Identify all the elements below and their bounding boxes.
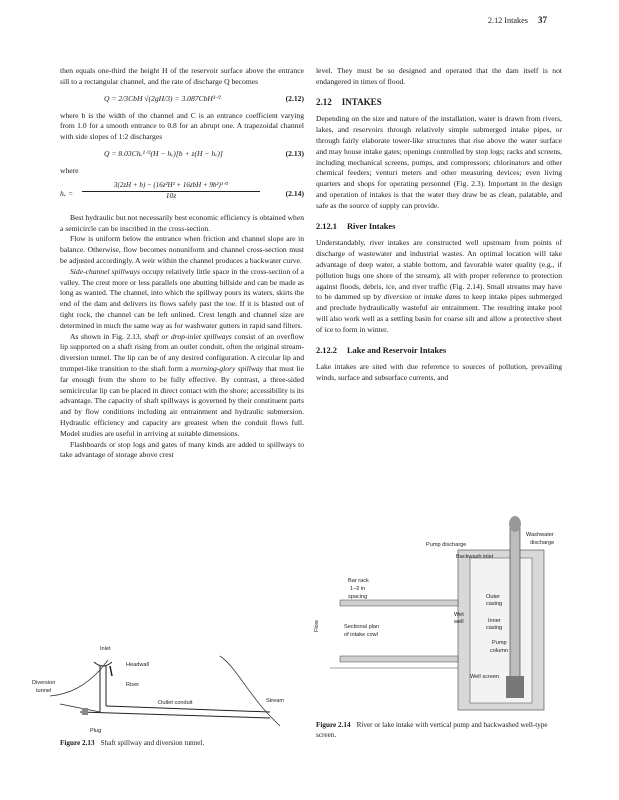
label-well: well [454,619,464,625]
page-number: 37 [538,15,547,25]
paragraph: Best hydraulic but not necessarily best economic efficiency is obtained when a semicircle can be inscribed in the cross-section. [60,212,304,233]
term: morning-glory spillway [191,363,264,373]
label-intake-cowl: of intake cowl [344,632,378,638]
equation-2-12 [60,91,304,108]
inlet-lip [94,662,112,666]
term: intake dams [423,292,461,302]
equation-number: (2.12) [285,93,304,103]
label-outer: Outer [486,594,500,600]
figure-2-14-caption: Figure 2.14 River or lake intake with vertical pump and backwashed well-type screen. [316,721,548,739]
plug [82,708,88,715]
paragraph: then equals one-third the height H of the reservoir surface above the entrance sill to a rectangular channel, and the rate of discharge Q becomes [60,66,304,86]
label-spacing-1: 1–2 in [350,586,366,592]
label-pump-discharge: Pump discharge [426,542,467,548]
figure-2-13-caption: Figure 2.13 Shaft spillway and diversion tunnel. [60,739,205,747]
paragraph: Flashboards or stop logs and gates of many kinds are added to spillways to take advantage of storage above crest [60,439,304,460]
label-headwall: Headwall [126,662,150,668]
equation-denominator: 10z [165,190,177,200]
label-inner-casing: casing [486,625,503,631]
equation-body: Q = 8.03Chᵥ¹ᐟ²(H − hᵥ)[b + z(H − hᵥ)] [104,148,223,158]
label-pump: Pump [492,640,507,646]
equation-number: (2.14) [285,188,304,198]
label-outer-casing: casing [486,601,503,607]
label-plug: Plug [90,728,102,734]
intake-pipe-lower [340,656,458,662]
term: diversion [383,292,412,302]
section-heading: 2.12 INTAKES [316,96,382,107]
pump-motor [509,516,521,532]
label-wet: Wet [454,612,464,618]
label-inlet: Inlet [100,646,111,652]
headwall [110,666,112,676]
equation-lhs: hᵥ = [60,188,73,198]
label-tunnel: tunnel [36,688,52,694]
paragraph: Understandably, river intakes are constructed well upstream from points of discharge of wastewater and industrial wastes. An optimal location will take advantage of deep water, a stable bottom, and favorable water quality (e.g., if pollution hugs one shore of the stream), all with proper reference to protection against floods, debris, ice, and river traffic (Fig. 2.14). Small streams may have to be dammed up by diversion or intake dams to keep intake pipes submerged and preclude hydraulically wasteful air entrainment. The resulting intake pool will also work well as a settling basin for coarse silt and allow a protective sheet of ice to form in winter. [316,238,562,334]
label-flow: Flow [314,620,320,632]
figure-2-13-shaft-spillway [30,636,320,736]
subsection-heading: 2.12.1 River Intakes [316,221,396,231]
paragraph: Side-channel spillways occupy relatively little space in the cross-section of a valley. The crest more or less parallels one abutting hillside and can be made as long as wanted. The channel, into which the spillway pours its waters, skirts the end of the dam and delivers its flows safely past the toe. If it is blasted out of tight rock, the channel can be left unlined. Crest length and channel size are determined in much the same way as for washwater gutters in rapid sand filters. [60,266,305,330]
label-riser: Riser [126,682,140,688]
paragraph: where b is the width of the channel and C is an entrance coefficient varying from 1.0 for a smooth entrance to 0.8 for an abrupt one. A trapezoidal channel with side slopes of 1:2 discharges [60,110,304,142]
outlet-conduit [80,706,270,718]
label-stream: Stream [266,698,285,704]
diversion-tunnel [60,704,100,712]
label-sectional-plan: Sectional plan [344,624,380,630]
label-diversion: Diversion [32,680,56,686]
label-inner: Inner [488,618,501,624]
header-section: 2.12 Intakes [487,16,528,25]
label-backwash-inlet: Backwash inlet [456,554,494,560]
ground-line-right [220,656,280,726]
equation-number: (2.13) [285,148,304,158]
term: Side-channel spillways [70,266,140,276]
riser [100,666,106,712]
paragraph: Flow is uniform below the entrance when friction and channel slope are in balance. Otherwise, flow becomes nonuniform and channel cross-section must be adjusted accordingly. A weir within the channel produces a backwater curve. [60,234,304,265]
equation-2-13 [60,146,304,163]
intake-pipe-upper [340,600,458,606]
label-outlet-conduit: Outlet conduit [158,700,193,706]
equation-numerator: 3(2zH + b) − (16z²H² + 16zbH + 9b²)¹ᐟ² [82,180,260,192]
paragraph: level. They must be so designed and operated that the dam itself is not endangered in times of flood. [316,66,562,86]
left-column [60,66,304,461]
subsection-heading: 2.12.2 Lake and Reservoir Intakes [316,345,447,355]
well-screen [506,676,524,698]
term: shaft or drop-inlet spillways [144,331,232,341]
label-column: column [490,648,509,654]
pump-column [510,528,520,688]
label-well-screen: Well screen [470,674,500,680]
paragraph: Lake intakes are sited with due reference to sources of pollution, prevailing winds, surface and subsurface currents, and [316,362,562,383]
label-discharge: discharge [530,540,555,546]
paragraph: Depending on the size and nature of the installation, water is drawn from rivers, lakes, and reservoirs through relatively simple submerged intake pipes, or through fairly elaborate tower-like structures that rise above the water surface and may house intake gates; openings controlled by stop logs; racks and screens, including mechanical screens, pumps, and compressors; chlorinators and other chemical feeders; venturi meters and other measuring devices; even living quarters and shops for operating personnel (Fig. 2.3). Important in the design and operation of intakes is that the water they draw be as clean, palatable, and safe as the source of supply can provide. [316,114,562,210]
figure-2-14-river-intake [310,508,572,718]
paragraph: As shown in Fig. 2.13, shaft or drop-inlet spillways consist of an overflow lip supported on a shaft rising from an outlet conduit, often the original stream-diversion tunnel. The lip can be of any desired configuration. A circular lip and trumpet-like transition to the shaft form a morning-glory spillway that must lie far enough from the shore to be fully effective. By contrast, a three-sided semicircular lip can be placed in direct contact with the shore; accessibility is its advantage. The capacity of shaft spillways is governed by their constituent parts and by flow conditions including air entrainment and hydraulic submersion. Hydraulic efficiency and capacity are greatest when the conduit flows full. Model studies are useful in arriving at suitable dimensions. [60,331,305,438]
equation-2-14 [60,180,304,210]
where-text: where [60,165,79,175]
label-bar-rack: Bar rack [348,578,369,584]
running-header [488,15,547,25]
equation-body: Q = 2/3CbH √(2gH/3) = 3.087CbH³ᐟ² [104,93,221,103]
label-spacing-2: spacing [348,594,368,600]
right-column [316,66,562,384]
label-washwater: Washwater [526,532,554,538]
